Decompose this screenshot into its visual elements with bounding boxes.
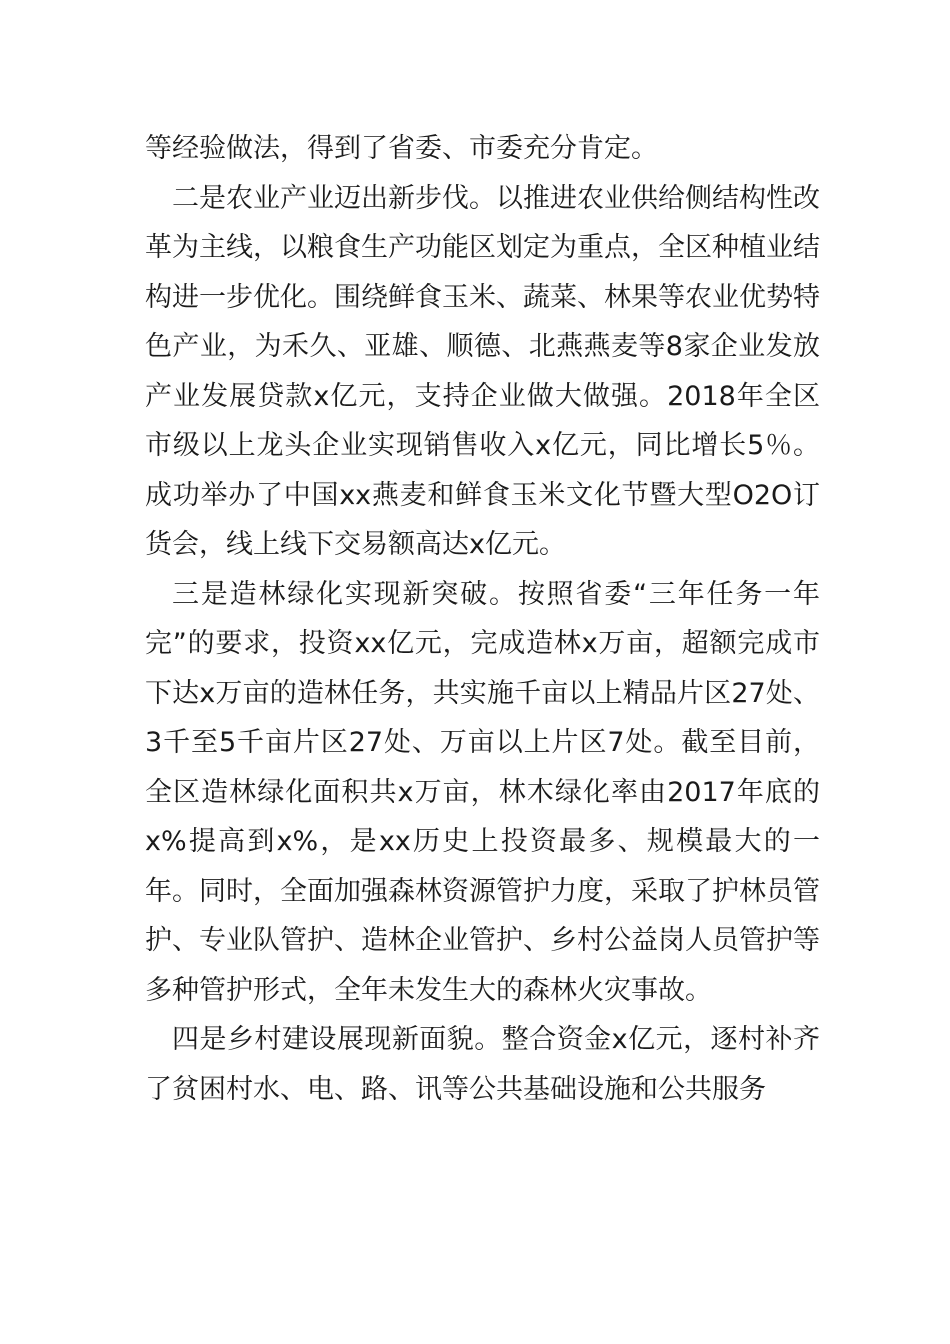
paragraph-continuation: 等经验做法，得到了省委、市委充分肯定。 — [145, 133, 658, 164]
paragraph-rural-construction: 四是乡村建设展现新面貌。整合资金x亿元，逐村补齐了贫困村水、电、路、讯等公共基础设施和公共服务 — [145, 1024, 820, 1105]
paragraph-afforestation: 三是造林绿化实现新突破。按照省委“三年任务一年完”的要求，投资xx亿元，完成造林x万亩，超额完成市下达x万亩的造林任务，共实施千亩以上精品片区27处、3千至5千亩片区27处、万亩以上片区7处。截至目前，全区造林绿化面积共x万亩，林木绿化率由2017年底的x%提高到x%，是xx历史上投资最多、规模最大的一年。同时，全面加强森林资源管护力度，采取了护林员管护、专业队管护、造林企业管护、乡村公益岗人员管护等多种管护形式，全年未发生大的森林火灾事故。 — [145, 578, 820, 1006]
paragraph-agriculture-industry: 二是农业产业迈出新步伐。以推进农业供给侧结构性改革为主线，以粮食生产功能区划定为重点，全区种植业结构进一步优化。围绕鲜食玉米、蔬菜、林果等农业优势特色产业，为禾久、亚雄、顺德、北燕燕麦等8家企业发放产业发展贷款x亿元，支持企业做大做强。2018年全区市级以上龙头企业实现销售收入x亿元，同比增长5％。成功举办了中国xx燕麦和鲜食玉米文化节暨大型O2O订货会，线上线下交易额高达x亿元。 — [145, 182, 820, 560]
document-body — [145, 124, 820, 1114]
